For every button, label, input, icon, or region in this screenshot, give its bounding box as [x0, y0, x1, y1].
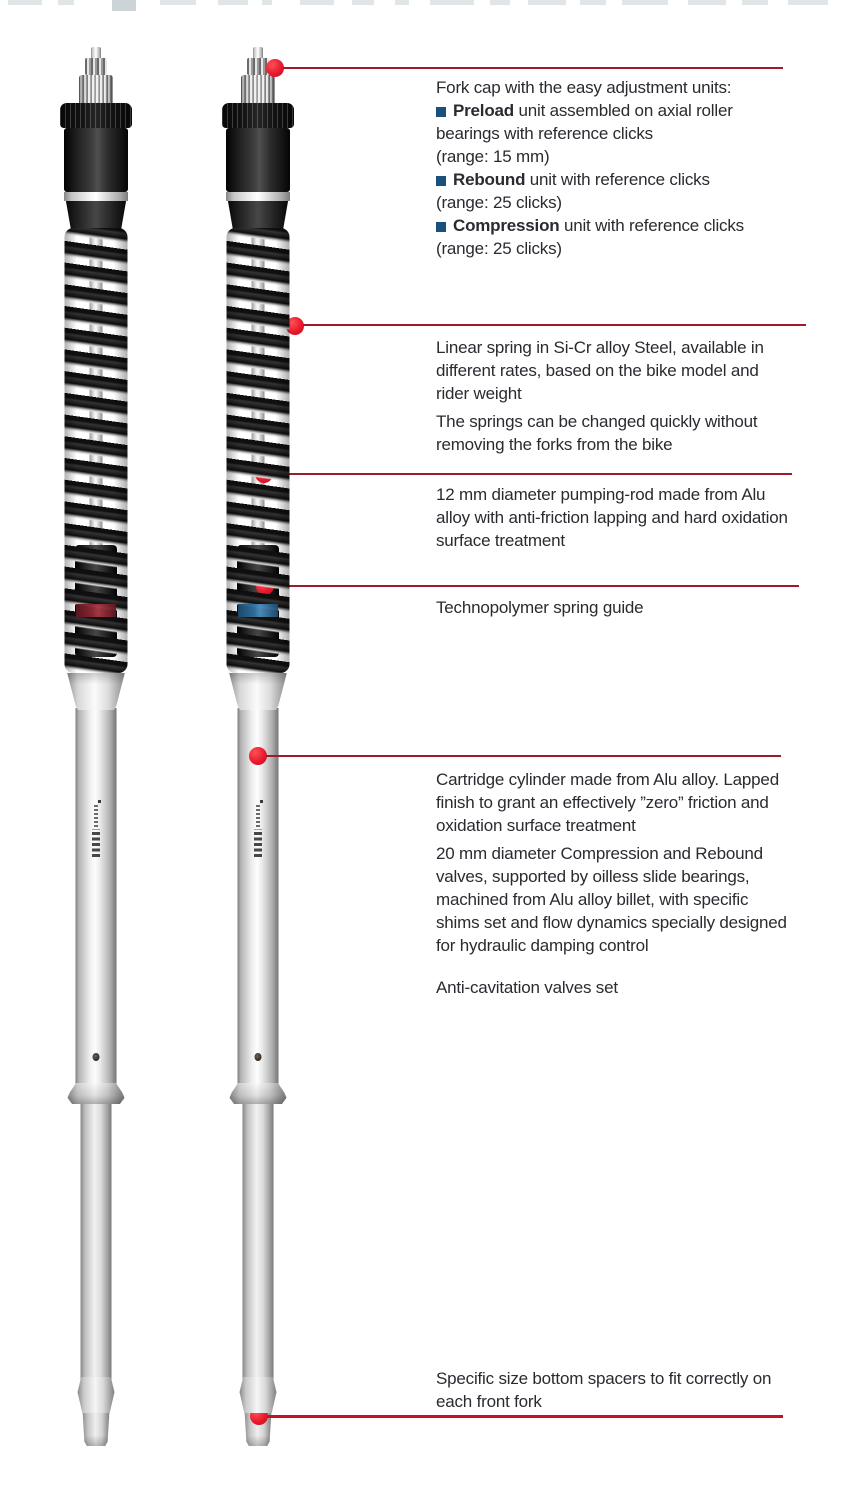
range-line: (range: 25 clicks) — [436, 239, 562, 258]
callout-dot-cartridge-cylinder — [249, 747, 267, 765]
lower-rod — [243, 1103, 274, 1384]
bullet-bold: Preload — [453, 101, 514, 120]
upper-body — [226, 128, 290, 192]
lower-rod — [81, 1103, 112, 1384]
spring-guide-band — [238, 604, 278, 617]
cartridge-top-cone — [228, 673, 288, 710]
annotation-intro: Fork cap with the easy adjustment units: — [436, 78, 732, 97]
bullet-text: unit with reference clicks — [559, 216, 744, 235]
range-line: (range: 25 clicks) — [436, 193, 562, 212]
cap-lock-ring — [60, 103, 132, 128]
bottom-collar — [230, 1083, 287, 1104]
bleed-hole — [255, 1053, 262, 1061]
callout-line-linear-spring — [303, 324, 806, 326]
annotation-bottom-spacers — [436, 1367, 796, 1418]
annotation-paragraph: 12 mm diameter pumping-rod made from Alu alloy with anti-friction lapping and hard oxidation surface treatment — [436, 485, 788, 550]
bullet-bold: Compression — [453, 216, 560, 235]
cap-lock-ring — [222, 103, 294, 128]
callout-line-fork-cap — [283, 67, 783, 69]
annotation-paragraph: Linear spring in Si-Cr alloy Steel, available in different rates, based on the bike model and rider weight — [436, 338, 764, 403]
annotation-fork-cap — [436, 76, 796, 260]
bullet-text: unit assembled on axial roller bearings with reference clicks — [436, 101, 733, 143]
silver-band — [226, 192, 290, 201]
annotation-spring-guide — [436, 596, 796, 624]
cartridge-cylinder — [76, 708, 117, 1092]
annotation-pumping-rod — [436, 483, 796, 557]
bleed-hole — [93, 1053, 100, 1061]
callout-line-pumping-rod — [272, 473, 792, 475]
fork-cap — [79, 75, 113, 103]
bullet-square-icon — [436, 107, 446, 117]
bottom-collar — [68, 1083, 125, 1104]
cropped-text-remnant — [112, 0, 136, 11]
bullet-square-icon — [436, 176, 446, 186]
spring-guide-band — [76, 604, 116, 617]
bullet-line — [436, 99, 796, 145]
fork-cap — [241, 75, 275, 103]
brand-mark — [91, 800, 101, 860]
bullet-line — [436, 214, 796, 237]
silver-band — [64, 192, 128, 201]
range-line: (range: 15 mm) — [436, 147, 550, 166]
annotation-cartridge-cylinder — [436, 768, 796, 1004]
annotation-paragraph: Cartridge cylinder made from Alu alloy. Lapped finish to grant an effectively ”zero” friction and oxidation surface treatment — [436, 770, 779, 835]
fork-cartridge-right — [188, 45, 328, 1447]
bottom-tip — [83, 1410, 110, 1446]
top-adjuster-nut — [85, 58, 107, 75]
annotation-paragraph: Technopolymer spring guide — [436, 598, 644, 617]
brand-mark — [253, 800, 263, 860]
upper-body — [64, 128, 128, 192]
annotation-paragraph: Anti-cavitation valves set — [436, 978, 618, 997]
callout-dot-fork-cap — [266, 59, 284, 77]
bottom-spacer — [78, 1377, 115, 1413]
bullet-square-icon — [436, 222, 446, 232]
bottom-spacer — [240, 1377, 277, 1413]
fork-cartridge-left — [26, 45, 166, 1447]
cartridge-top-cone — [66, 673, 126, 710]
bullet-text: unit with reference clicks — [525, 170, 710, 189]
bullet-bold: Rebound — [453, 170, 526, 189]
callout-line-spring-guide — [273, 585, 799, 587]
bullet-line — [436, 168, 796, 191]
annotation-paragraph: The springs can be changed quickly without removing the forks from the bike — [436, 412, 758, 454]
annotation-linear-spring — [436, 336, 796, 461]
annotation-paragraph: Specific size bottom spacers to fit correctly on each front fork — [436, 1369, 772, 1411]
cartridge-cylinder — [238, 708, 279, 1092]
annotation-paragraph: 20 mm diameter Compression and Rebound valves, supported by oilless slide bearings, machined from Alu alloy billet, with specific shims set and flow dynamics specially designed for hydraulic damping control — [436, 844, 787, 955]
callout-line-cartridge-cylinder — [266, 755, 781, 757]
